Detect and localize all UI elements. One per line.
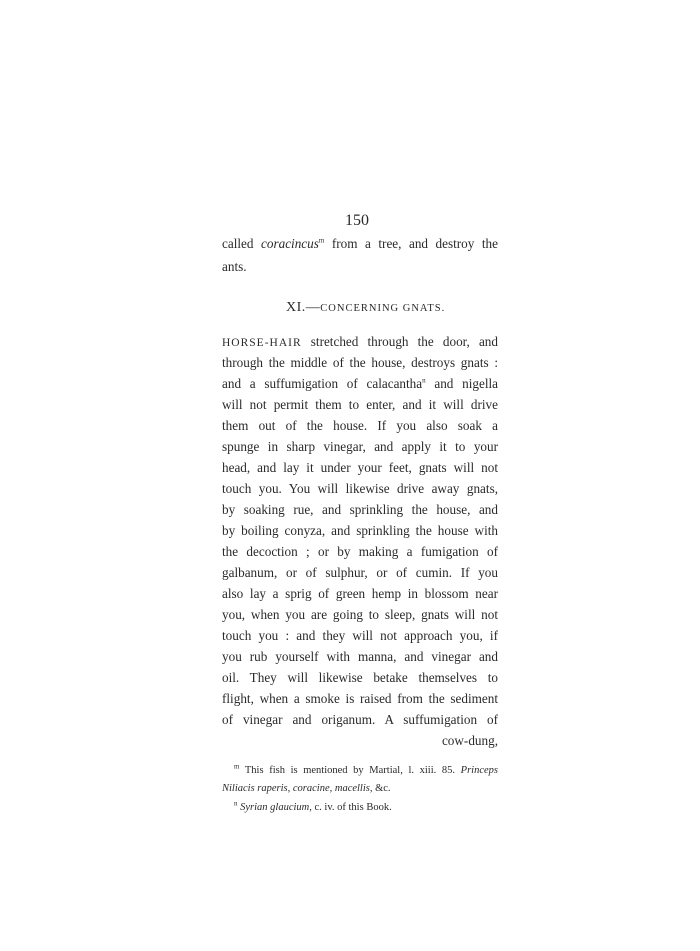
paragraph-line: them out of the house. If you also soak a xyxy=(222,418,498,433)
paragraph-line: also lay a sprig of green hemp in blossom near xyxy=(222,586,498,601)
paragraph-line: touch you : and they will not approach you, if xyxy=(222,628,498,643)
paragraph-line: you, when you are going to sleep, gnats will not xyxy=(222,607,498,622)
footnote-italic: Princeps xyxy=(460,765,498,776)
paragraph-line: head, and lay it under your feet, gnats will not xyxy=(222,460,498,475)
footnote-text: This fish is mentioned by Martial, l. xiii. 85. xyxy=(239,765,461,776)
footnote-n xyxy=(222,799,498,813)
paragraph-line: spunge in sharp vinegar, and apply it to your xyxy=(222,439,498,454)
paragraph-line: of vinegar and origanum. A suffumigation of xyxy=(222,712,498,727)
paragraph-line: by boiling conyza, and sprinkling the house with xyxy=(222,523,498,538)
footnote-m-line-2 xyxy=(222,783,498,794)
paragraph-line: will not permit them to enter, and it will drive xyxy=(222,397,498,412)
carryover-text: from a tree, and destroy the xyxy=(324,236,498,251)
footnote-marker: n xyxy=(234,799,238,808)
paragraph-line: the decoction ; or by making a fumigation of xyxy=(222,544,498,559)
footnote-text: &c. xyxy=(372,783,391,794)
footnote-marker-n: n xyxy=(422,376,426,385)
paragraph-text: and nigella xyxy=(425,376,498,391)
catchword: cow-dung, xyxy=(441,733,498,748)
paragraph-line: oil. They will likewise betake themselves to xyxy=(222,670,498,685)
carryover-line-2: ants. xyxy=(222,259,247,274)
paragraph-line: galbanum, or of sulphur, or of cumin. If you xyxy=(222,565,498,580)
paragraph-line-1 xyxy=(222,334,498,350)
footnote-m-line-1 xyxy=(222,762,498,776)
footnote-marker: m xyxy=(234,762,240,771)
carryover-line-1 xyxy=(222,236,498,252)
paragraph-line-3 xyxy=(222,376,498,392)
carryover-italic-term: coracincus xyxy=(261,236,319,251)
paragraph-text: stretched through the door, and xyxy=(301,334,498,349)
carryover-text: called xyxy=(222,236,262,251)
footnote-italic: Niliacis raperis, coracine, macellis, xyxy=(222,783,373,794)
paragraph-text: and a suffumigation of calacantha xyxy=(222,376,423,391)
paragraph-line: you rub yourself with manna, and vinegar and xyxy=(222,649,498,664)
paragraph-line: touch you. You will likewise drive away gnats, xyxy=(222,481,498,496)
footnote-italic: Syrian glaucium, xyxy=(237,802,312,813)
paragraph-line: by soaking rue, and sprinkling the house, and xyxy=(222,502,498,517)
paragraph-line-2: through the middle of the house, destroys gnats : xyxy=(222,355,498,370)
section-heading xyxy=(286,300,445,316)
page-number: 150 xyxy=(345,212,369,229)
footnote-text: c. iv. of this Book. xyxy=(311,802,392,813)
heading-number: XI.— xyxy=(286,300,321,315)
heading-title: CONCERNING GNATS. xyxy=(320,303,446,314)
footnote-marker-m: m xyxy=(318,236,325,245)
paragraph-lead-smallcaps: HORSE-HAIR xyxy=(222,337,302,349)
paragraph-line: flight, when a smoke is raised from the sediment xyxy=(222,691,498,706)
